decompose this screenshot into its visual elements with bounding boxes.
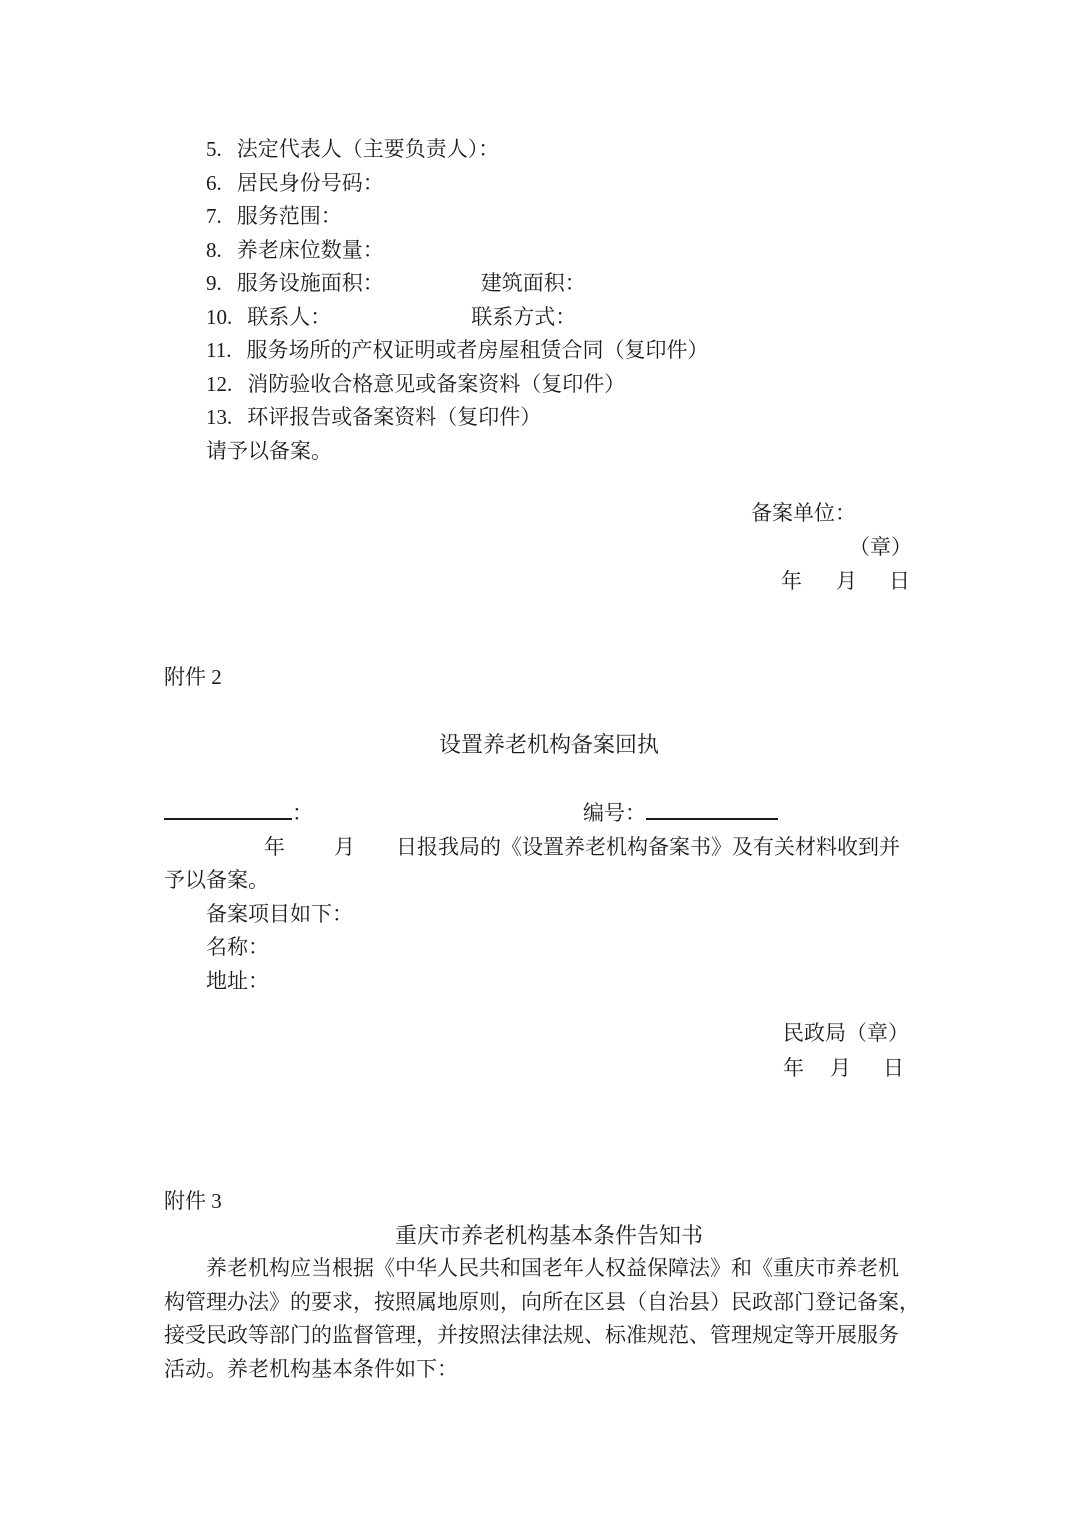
attachment-3-label: 附件 3 [164,1189,222,1213]
seal-label: （章） [849,535,912,559]
attachment-2-label: 附件 2 [164,665,222,689]
day-label: 日 [883,1056,904,1080]
year-label: 年 [264,834,285,859]
items-intro-line: 备案项目如下： [206,901,353,926]
item-number: 11. [206,338,232,362]
date-line [783,1051,934,1086]
year-label: 年 [783,1056,804,1080]
item-number: 5. [206,137,222,161]
item-label: 法定代表人（主要负责人）： [236,137,500,161]
item-field-contact-method: 联系方式： [471,304,577,329]
item-field-building-area: 建筑面积： [480,271,586,295]
receipt-body-line-2: 予以备案。 [164,868,269,892]
notice-paragraph-line-4: 活动。养老机构基本条件如下： [164,1356,458,1381]
month-label: 月 [830,1056,851,1080]
year-label: 年 [781,569,802,593]
list-item-5 [164,133,934,167]
civil-affairs-seal-label: 民政局（章） [783,1021,909,1045]
month-label: 月 [836,569,857,593]
name-label-line: 名称： [206,935,269,959]
notice-title: 重庆市养老机构基本条件告知书 [394,1222,703,1248]
notice-paragraph-line-3: 接受民政等部门的监督管理，并按照法律法规、标准规范、管理规定等开展服务 [164,1323,899,1347]
list-item-10 [164,301,934,335]
item-number: 12. [206,371,233,396]
list-item-11 [164,334,934,368]
signature-block-filing-unit [751,496,934,598]
number-label: 编号： [583,801,646,825]
item-number: 6. [206,170,222,195]
item-number: 7. [206,204,222,228]
addressee-and-number-row [164,797,934,831]
list-item-7 [164,200,934,234]
list-item-9 [164,267,934,301]
filing-unit-label: 备案单位： [751,501,856,525]
list-item-13 [164,401,934,435]
item-field-service-area: 服务设施面积： [236,271,384,295]
receipt-title: 设置养老机构备案回执 [438,731,659,757]
item-label: 服务范围： [236,204,342,228]
address-label-line: 地址： [206,968,269,993]
list-item-12 [164,368,934,402]
addressee-colon: ： [292,801,313,825]
list-item-8 [164,234,934,268]
month-label: 月 [334,834,355,859]
item-label: 养老床位数量： [236,237,384,262]
notice-paragraph-line-1: 养老机构应当根据《中华人民共和国老年人权益保障法》和《重庆市养老机 [206,1256,899,1280]
item-label: 服务场所的产权证明或者房屋租赁合同（复印件） [246,338,709,362]
receipt-body-line-1 [164,831,934,865]
item-label: 消防验收合格意见或备案资料（复印件） [247,371,626,396]
item-field-contact: 联系人： [247,304,332,329]
item-number: 9. [206,271,222,295]
notice-paragraph-line-2: 构管理办法》的要求，按照属地原则，向所在区县（自治县）民政部门登记备案， [164,1289,920,1314]
item-number: 8. [206,237,222,262]
item-number: 10. [206,304,233,329]
body-text: 日报我局的《设置养老机构备案书》及有关材料收到并 [396,834,900,859]
list-item-6 [164,167,934,201]
addressee-blank-field [164,798,292,820]
document-body [164,133,934,1386]
signature-block-civil-affairs [783,1016,934,1086]
item-number: 13. [206,405,233,429]
number-blank-field [646,798,778,820]
item-label: 居民身份号码： [236,170,384,195]
item-label: 环评报告或备案资料（复印件） [247,405,542,429]
closing-line: 请予以备案。 [206,438,332,463]
day-label: 日 [889,569,910,593]
date-line [751,564,934,598]
